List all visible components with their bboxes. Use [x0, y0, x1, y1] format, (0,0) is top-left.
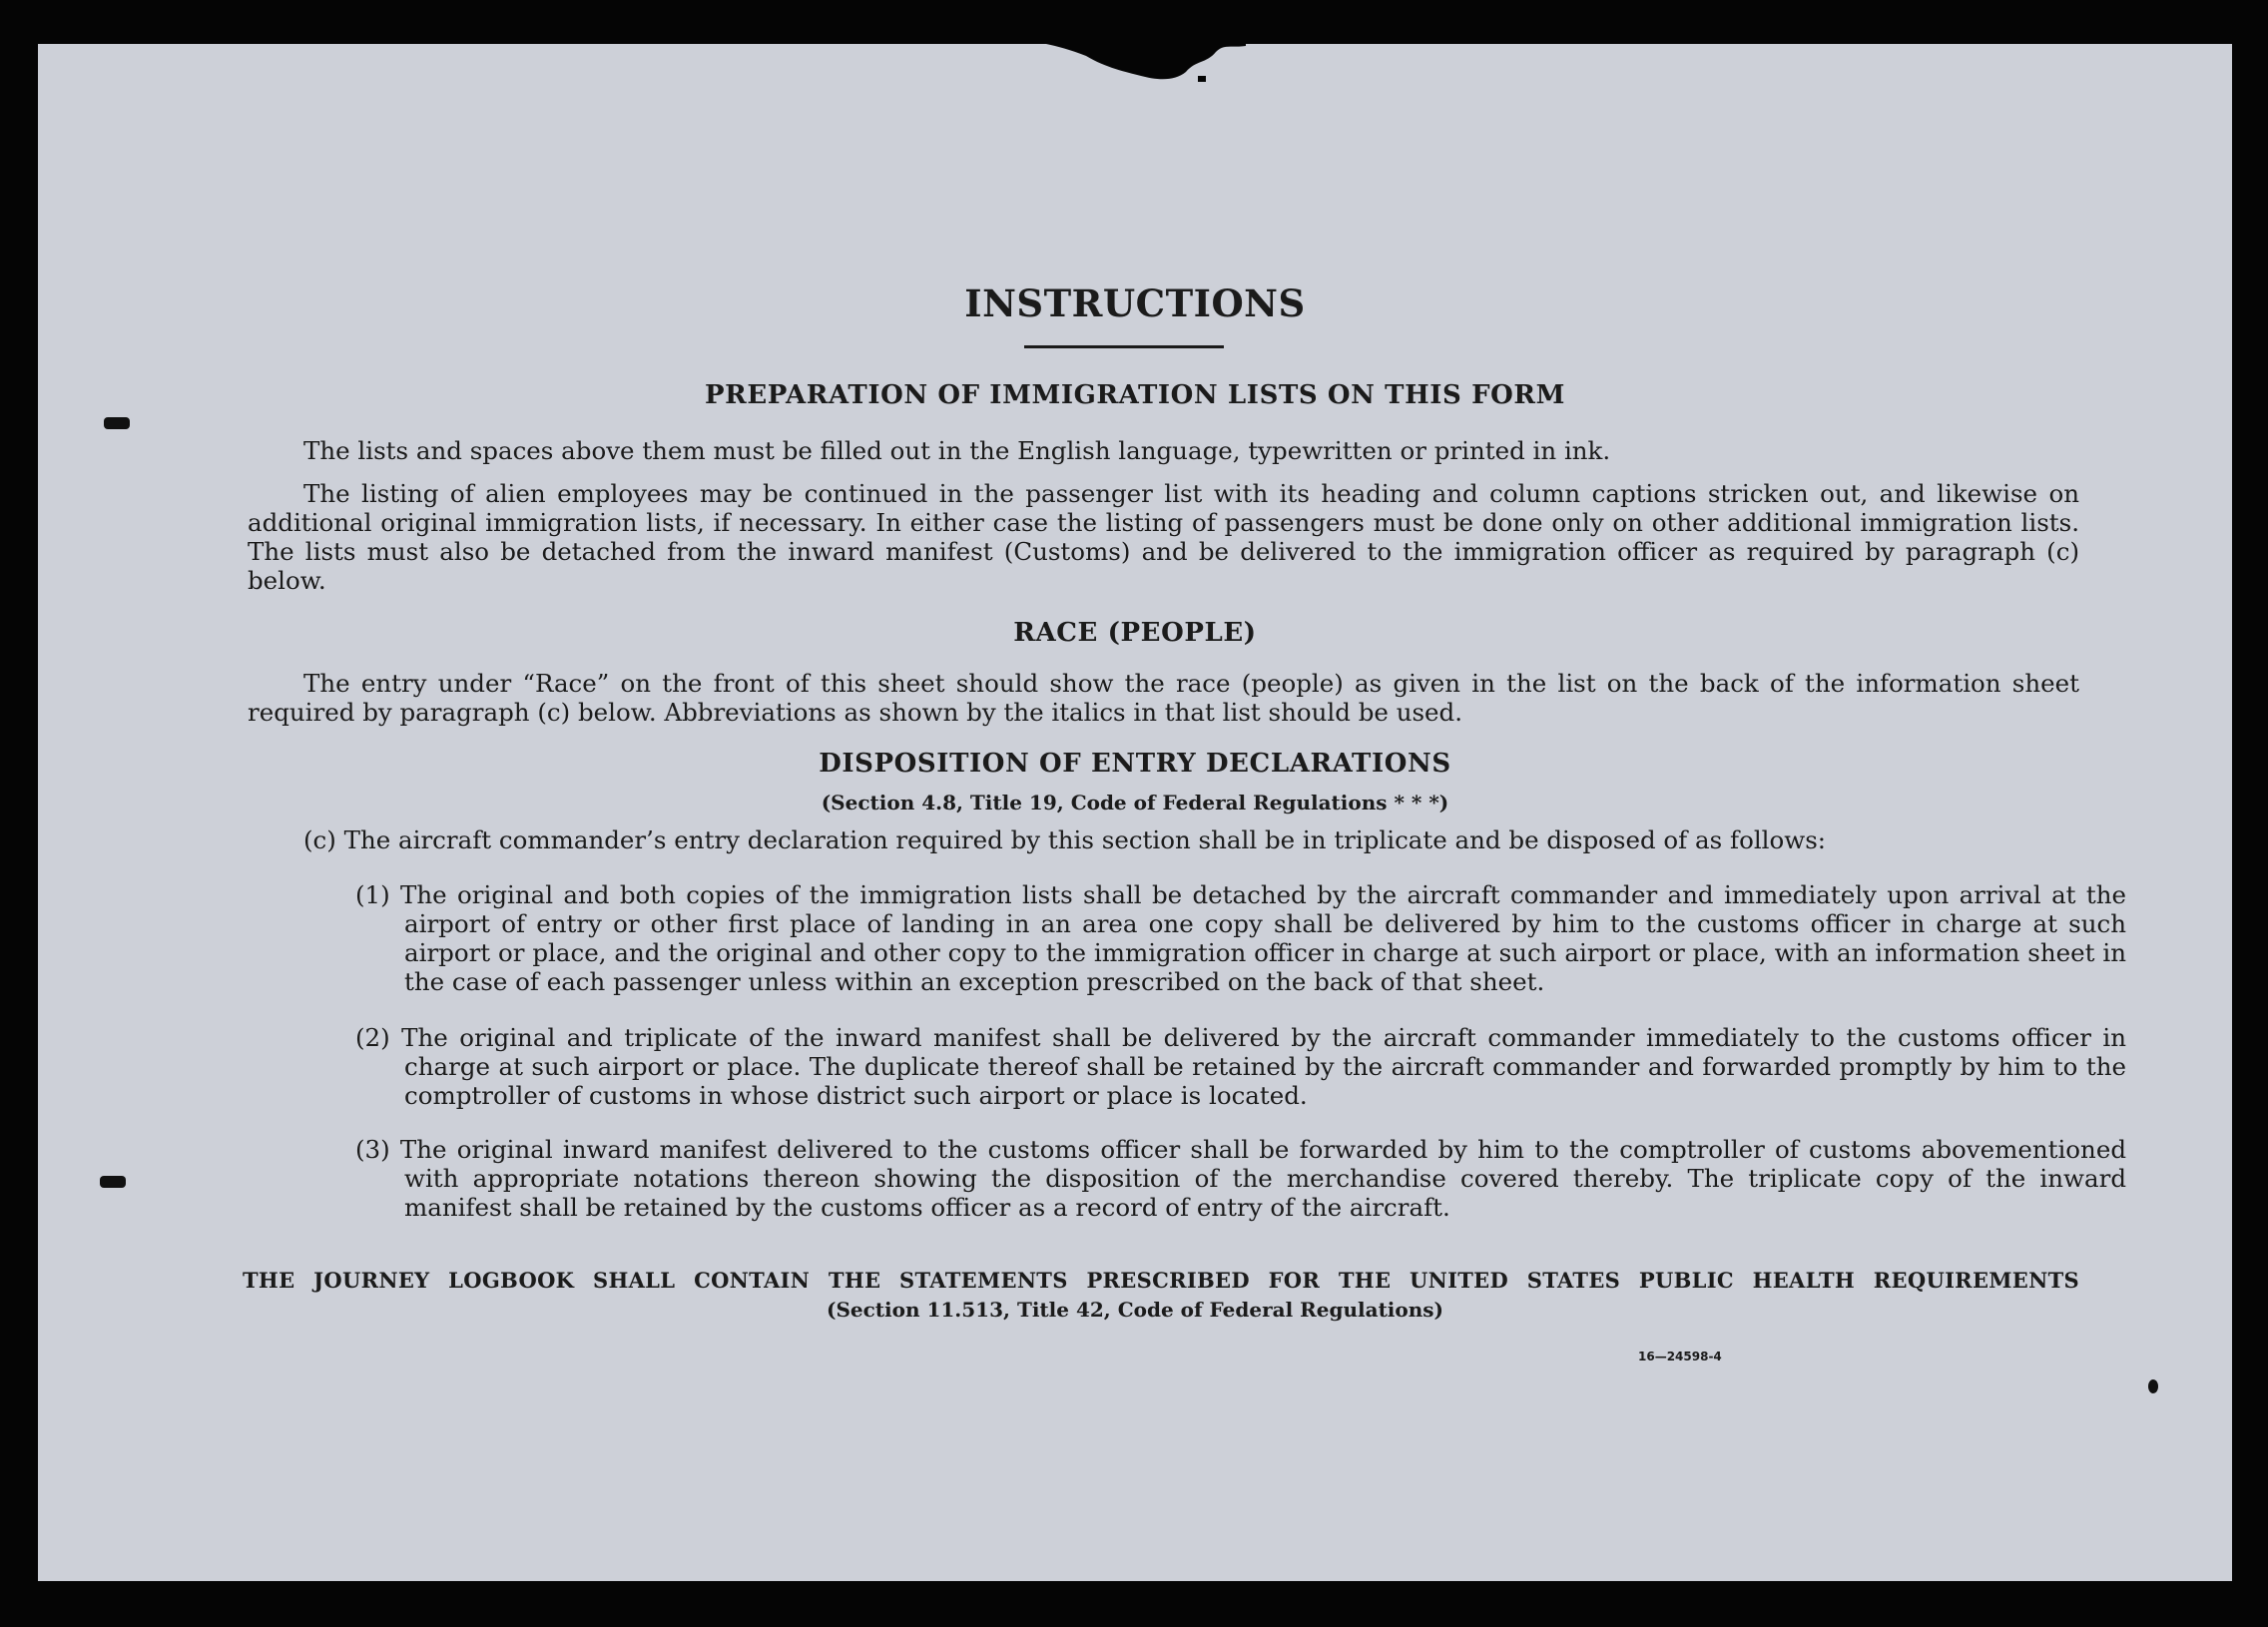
- heading-preparation: PREPARATION OF IMMIGRATION LISTS ON THIS FORM: [705, 380, 1565, 410]
- paragraph-preparation-1: The lists and spaces above them must be filled out in the English language, typewritten or printed in ink.: [303, 436, 1611, 465]
- form-number: 16—24598-4: [1638, 1350, 1722, 1363]
- torn-notch: [1046, 42, 1246, 88]
- footer-statement: THE JOURNEY LOGBOOK SHALL CONTAIN THE STATEMENTS PRESCRIBED FOR THE UNITED STATES PUBLIC HEALTH REQUIREMENTS: [243, 1268, 2079, 1293]
- margin-mark-top: [104, 417, 130, 429]
- paragraph-race: The entry under “Race” on the front of this sheet should show the race (people) as given in the list on the back of the information sheet required by paragraph (c) below. Abbreviations as shown by the italics in that list should be used.: [248, 669, 2079, 727]
- footer-citation: (Section 11.513, Title 42, Code of Federal Regulations): [826, 1298, 1444, 1322]
- paragraph-disposition-intro: (c) The aircraft commander’s entry declaration required by this section shall be in triplicate and be disposed of as follows:: [303, 825, 1827, 854]
- heading-disposition: DISPOSITION OF ENTRY DECLARATIONS: [819, 749, 1451, 779]
- list-item-3: (3) The original inward manifest delivered to the customs officer shall be forwarded by him to the comptroller of customs abovementioned with appropriate notations thereon showing the disposition of the merchandise covered thereby. The triplicate copy of the inward manifest shall be retained by the customs officer as a record of entry of the aircraft.: [355, 1135, 2126, 1222]
- margin-dot-right: [2148, 1379, 2158, 1393]
- title-underline: [1024, 345, 1224, 348]
- paragraph-preparation-2: The listing of alien employees may be continued in the passenger list with its heading and column captions stricken out, and likewise on additional original immigration lists, if necessary. In either case the listing of passengers must be done only on other additional immigration lists. The lists must also be detached from the inward manifest (Customs) and be delivered to the immigration officer as required by paragraph (c) below.: [248, 479, 2079, 595]
- page-title: INSTRUCTIONS: [964, 281, 1306, 325]
- list-item-2: (2) The original and triplicate of the inward manifest shall be delivered by the aircraft commander immediately to the customs officer in charge at such airport or place. The duplicate thereof shall be retained by the aircraft commander and forwarded promptly by him to the comptroller of customs in whose district such airport or place is located.: [355, 1023, 2126, 1110]
- heading-race: RACE (PEOPLE): [1013, 618, 1257, 648]
- list-item-1: (1) The original and both copies of the immigration lists shall be detached by the aircraft commander and immediately upon arrival at the airport of entry or other first place of landing in an area one copy shall be delivered by him to the customs officer in charge at such airport or place, and the original and other copy to the immigration officer in charge at such airport or place, with an information sheet in the case of each passenger unless within an exception prescribed on the back of that sheet.: [355, 880, 2126, 996]
- margin-mark-bottom: [100, 1176, 126, 1188]
- document-page: [38, 44, 2232, 1581]
- citation-disposition: (Section 4.8, Title 19, Code of Federal Regulations * * *): [821, 791, 1449, 814]
